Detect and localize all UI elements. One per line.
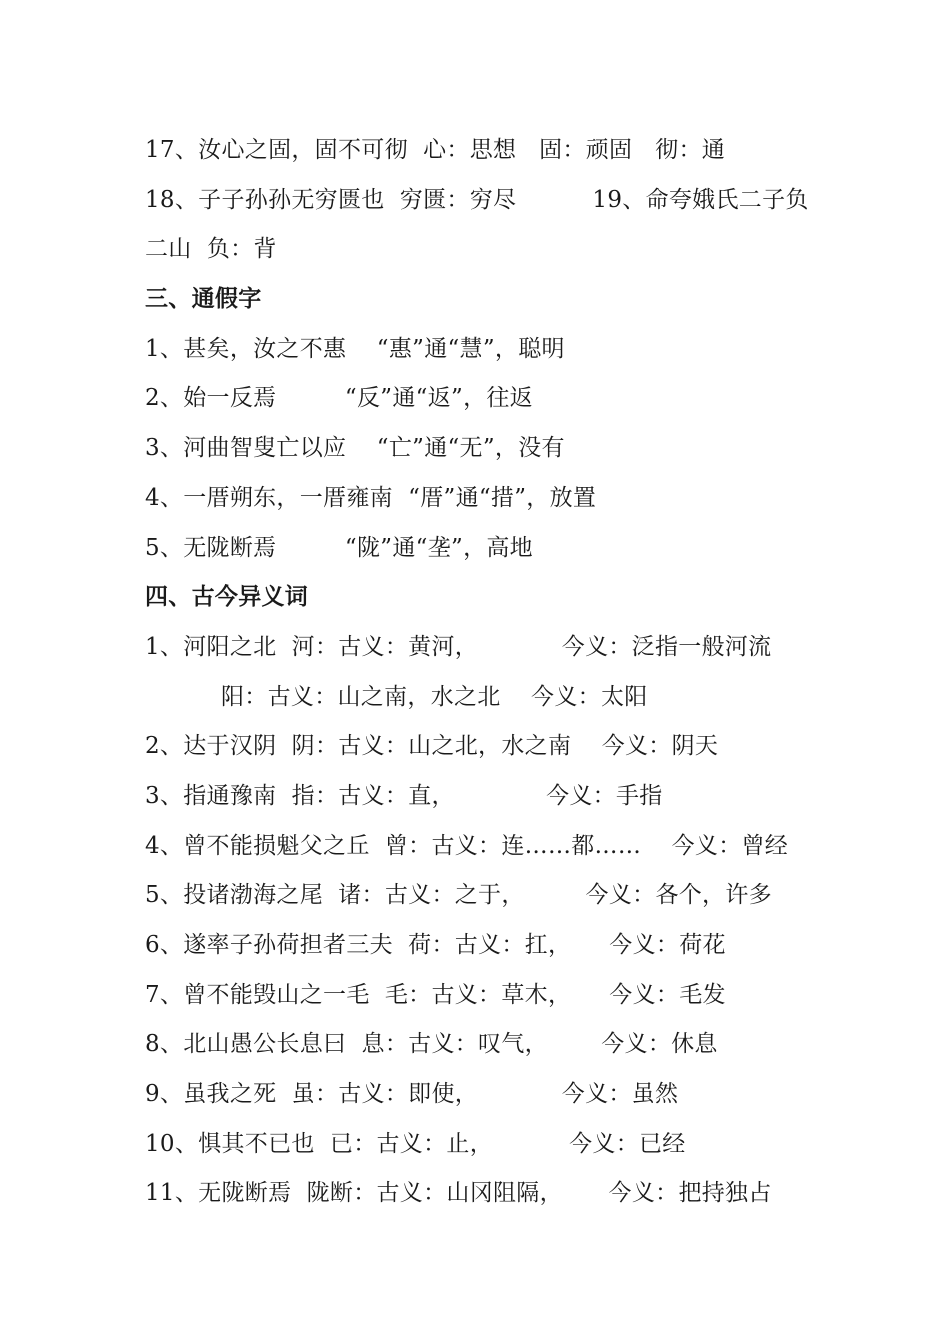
gujin-item-4: 4、曾不能损魁父之丘 曾：古义：连……都…… 今义：曾经 bbox=[145, 832, 789, 859]
section-heading-gujinyiyici: 四、古今异义词 bbox=[145, 584, 309, 611]
gujin-item-8: 8、北山愚公长息曰 息：古义：叹气， 今义：休息 bbox=[145, 1031, 718, 1058]
gujin-item-5: 5、投诸渤海之尾 诸：古义：之于， 今义：各个，许多 bbox=[145, 882, 772, 909]
gujin-item-11: 11、无陇断焉 陇断：古义：山冈阻隔， 今义：把持独占 bbox=[145, 1180, 772, 1207]
tongjiazi-item-4: 4、一厝朔东，一厝雍南 “厝”通“措”，放置 bbox=[145, 484, 597, 511]
text-line-17: 17、汝心之固，固不可彻 心：思想 固：顽固 彻：通 bbox=[145, 137, 726, 163]
gujin-item-1: 1、河阳之北 河：古义：黄河， 今义：泛指一般河流 bbox=[145, 633, 772, 660]
gujin-item-2: 2、达于汉阴 阴：古义：山之北，水之南 今义：阴天 bbox=[145, 733, 719, 760]
tongjiazi-item-3: 3、河曲智叟亡以应 “亡”通“无”，没有 bbox=[145, 435, 565, 462]
tongjiazi-item-2: 2、始一反焉 “反”通“返”，往返 bbox=[145, 385, 533, 412]
tongjiazi-item-5: 5、无陇断焉 “陇”通“垄”，高地 bbox=[145, 534, 533, 561]
document-page bbox=[145, 126, 825, 1219]
gujin-item-7: 7、曾不能毁山之一毛 毛：古义：草木， 今义：毛发 bbox=[145, 981, 726, 1008]
gujin-item-6: 6、遂率子孙荷担者三夫 荷：古义：扛， 今义：荷花 bbox=[145, 932, 726, 958]
gujin-item-9: 9、虽我之死 虽：古义：即使， 今义：虽然 bbox=[145, 1081, 679, 1108]
gujin-item-3: 3、指通豫南 指：古义：直， 今义：手指 bbox=[145, 782, 663, 809]
gujin-item-1-cont: 阳：古义：山之南，水之北 今义：太阳 bbox=[221, 683, 648, 710]
gujin-item-10: 10、惧其不已也 已：古义：止， 今义：已经 bbox=[145, 1130, 686, 1157]
text-line-18-19: 18、子子孙孙无穷匮也 穷匮：穷尽 19、命夸娥氏二子负 bbox=[145, 186, 809, 213]
section-heading-tongjiazi: 三、通假字 bbox=[145, 286, 262, 313]
tongjiazi-item-1: 1、甚矣，汝之不惠 “惠”通“慧”，聪明 bbox=[145, 335, 565, 362]
text-line-19-cont: 二山 负：背 bbox=[145, 236, 277, 263]
